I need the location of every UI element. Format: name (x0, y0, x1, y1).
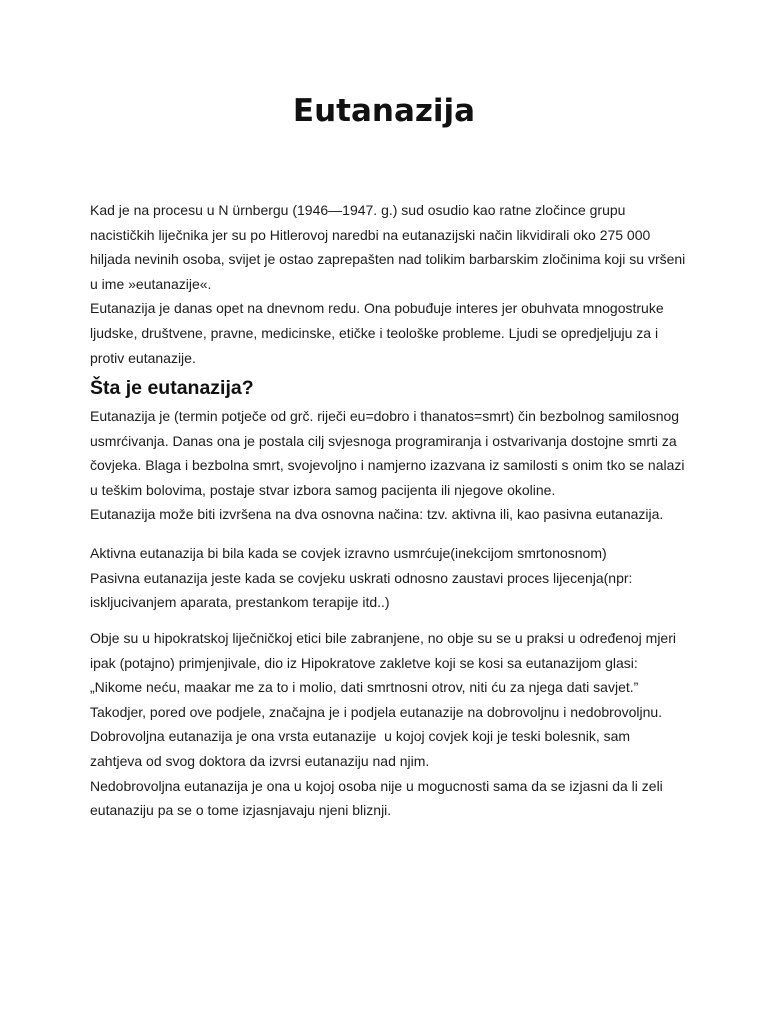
text-line: eutanaziju pa se o tome izjasnjavaju njeni bliznji. (90, 802, 392, 819)
text-line: u teškim bolovima, postaje stvar izbora samog pacijenta ili njegove okoline. (90, 481, 556, 498)
text-line: hiljada nevinih osoba, svijet je ostao zaprepašten nad tolikim barbarskim zločinima koji su vršeni (90, 251, 686, 268)
history-paragraph (90, 626, 690, 823)
text-line: iskljucivanjem aparata, prestankom terapije itd..) (90, 594, 390, 611)
text-line: Kad je na procesu u N ürnbergu (1946—1947. g.) sud osudio kao ratne zločince grupu (90, 202, 626, 218)
text-line: usmrćivanja. Danas ona je postala cilj svjesnoga programiranja i ostvarivanja dostojne smrti za (90, 432, 677, 449)
intro-paragraph (90, 198, 690, 370)
text-line: nacističkih liječnika jer su po Hitlerovoj naredbi na eutanazijski način likvidirali oko 275 000 (90, 226, 651, 243)
text-line: Pasivna eutanazija jeste kada se covjeku uskrati odnosno zaustavi proces lijecenja(npr: (90, 569, 633, 586)
text-line: Eutanazija može biti izvršena na dva osnovna načina: tzv. aktivna ili, kao pasivna eutanazija. (90, 506, 664, 523)
document-title: Eutanazija (292, 93, 476, 129)
section-heading: Šta je eutanazija? (90, 377, 254, 399)
text-line: Eutanazija je (termin potječe od grč. riječi eu=dobro i thanatos=smrt) čin bezbolnog samilosnog (90, 408, 680, 424)
types-paragraph (90, 541, 690, 615)
text-line: Eutanazija je danas opet na dnevnom redu. Ona pobuđuje interes jer obuhvata mnogostruke (90, 300, 664, 317)
text-line: u ime »eutanazije«. (90, 275, 212, 292)
text-line: Obje su u hipokratskoj liječničkoj etici bile zabranjene, no obje su se u praksi u određenoj mjeri (90, 630, 676, 646)
text-line: čovjeka. Blaga i bezbolna smrt, svojevoljno i namjerno izazvana iz samilosti s onim tko se nalazi (90, 457, 685, 474)
text-line: Nedobrovoljna eutanazija je ona u kojoj osoba nije u mogucnosti sama da se izjasni da li zeli (90, 777, 663, 794)
definition-paragraph (90, 404, 690, 527)
text-line: ipak (potajno) primjenjivale, dio iz Hipokratove zakletve koji se kosi sa eutanazijom glasi: (90, 654, 638, 671)
text-line: ljudske, društvene, pravne, medicinske, etičke i teološke probleme. Ljudi se opredjeljuju za i (90, 324, 659, 341)
text-line: Aktivna eutanazija bi bila kada se covjek izravno usmrćuje(inekcijom smrtonosnom) (90, 545, 607, 561)
text-line: Dobrovoljna eutanazija je ona vrsta eutanazije u kojoj covjek koji je teski bolesnik, sam (90, 728, 631, 745)
document-page (90, 0, 690, 1024)
text-line: Takodjer, pored ove podjele, značajna je i podjela eutanazije na dobrovoljnu i nedobrovoljnu. (90, 703, 663, 720)
text-line: zahtjeva od svog doktora da izvrsi eutanaziju nad njim. (90, 752, 430, 769)
text-line: protiv eutanazije. (90, 349, 196, 366)
text-line: „Nikome neću, maakar me za to i molio, dati smrtnosni otrov, niti ću za njega dati savjet.” (90, 679, 639, 696)
